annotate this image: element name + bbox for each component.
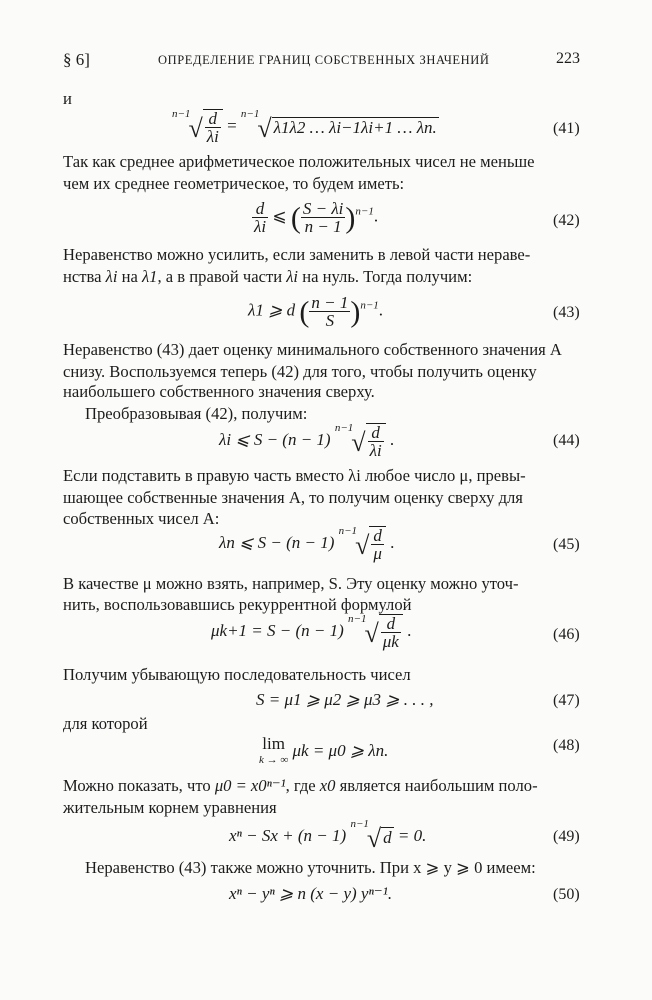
paragraph-line: Можно показать, что μ0 = x0ⁿ⁻¹, где x0 является наибольшим поло- [63,776,538,795]
equation-number-46: (46) [553,626,580,643]
equation-number-47: (47) [553,692,580,709]
paragraph-line: снизу. Воспользуемся теперь (42) для того, чтобы получить оценку [63,362,537,381]
paragraph-line: В качестве μ можно взять, например, S. Эту оценку можно уточ- [63,574,519,593]
equation-number-49: (49) [553,828,580,845]
equation-48: lim k → ∞ μk = μ0 ⩾ λn. [259,734,389,766]
equation-46: μk+1 = S − (n − 1) $^{n-1}$√ $\frac{d}{\mu k}$ . [211,613,412,652]
equation-number-42: (42) [553,212,580,229]
paragraph-line: чем их среднее геометрическое, то будем иметь: [63,174,405,193]
equation-42: $\frac{d}{\lambda i}$ ⩽ ( $\frac{S - \lambda i}{n - 1}$ )$^{n-1}$. [254,199,379,236]
paragraph-line: шающее собственные значения A, то получим оценку сверху для [63,488,523,507]
paragraph-line: нить, воспользовавшись рекуррентной формулой [63,595,412,614]
page-number: 223 [556,50,580,67]
paragraph-line: для которой [63,714,148,733]
paragraph-line: Получим убывающую последовательность чисел [63,665,411,684]
paragraph-line: жительным корнем уравнения [63,798,277,817]
equation-49: xⁿ − Sx + (n − 1) $^{n-1}$√ d = 0. [229,818,427,853]
equation-50: xⁿ − yⁿ ⩾ n (x − y) yⁿ⁻¹. [229,884,393,903]
paragraph-line: Преобразовывая (42), получим: [85,404,308,423]
equation-number-45: (45) [553,536,580,553]
equation-41: $^{n-1}$√ $\frac{d}{\lambda i}$ = $^{n-1}$√ λ1λ2 … λi−1λi+1 … λn. [172,108,437,147]
text-and: и [63,89,72,108]
paragraph-line: Так как среднее арифметическое положительных чисел не меньше [63,152,535,171]
equation-number-43: (43) [553,304,580,321]
equation-43: λ1 ⩾ d ( $\frac{n - 1}{S}$ )$^{n-1}$. [248,293,384,330]
section-mark: § 6] [63,50,90,69]
equation-45: λn ⩽ S − (n − 1) $^{n-1}$√ $\frac{d}{\mu}$ . [219,525,395,564]
equation-47: S = μ1 ⩾ μ2 ⩾ μ3 ⩾ . . . , [256,690,434,709]
equation-number-48: (48) [553,737,580,754]
paragraph-line: Неравенство можно усилить, если заменить в левой части нераве- [63,245,531,264]
paragraph-line: Неравенство (43) также можно уточнить. При x ⩾ y ⩾ 0 имеем: [85,858,536,877]
equation-number-44: (44) [553,432,580,449]
equation-44: λi ⩽ S − (n − 1) $^{n-1}$√ $\frac{d}{\lambda i}$ . [219,422,395,461]
equation-number-50: (50) [553,886,580,903]
paragraph-line: нства λi на λ1, а в правой части λi на нуль. Тогда получим: [63,267,473,286]
equation-number-41: (41) [553,120,580,137]
paragraph-line: Если подставить в правую часть вместо λi любое число μ, превы- [63,466,526,485]
paragraph-line: наибольшего собственного значения сверху. [63,382,375,401]
paragraph-line: Неравенство (43) дает оценку минимального собственного значения A [63,340,562,359]
paragraph-line: собственных чисел A: [63,509,220,528]
running-title: ОПРЕДЕЛЕНИЕ ГРАНИЦ СОБСТВЕННЫХ ЗНАЧЕНИЙ [158,53,490,67]
